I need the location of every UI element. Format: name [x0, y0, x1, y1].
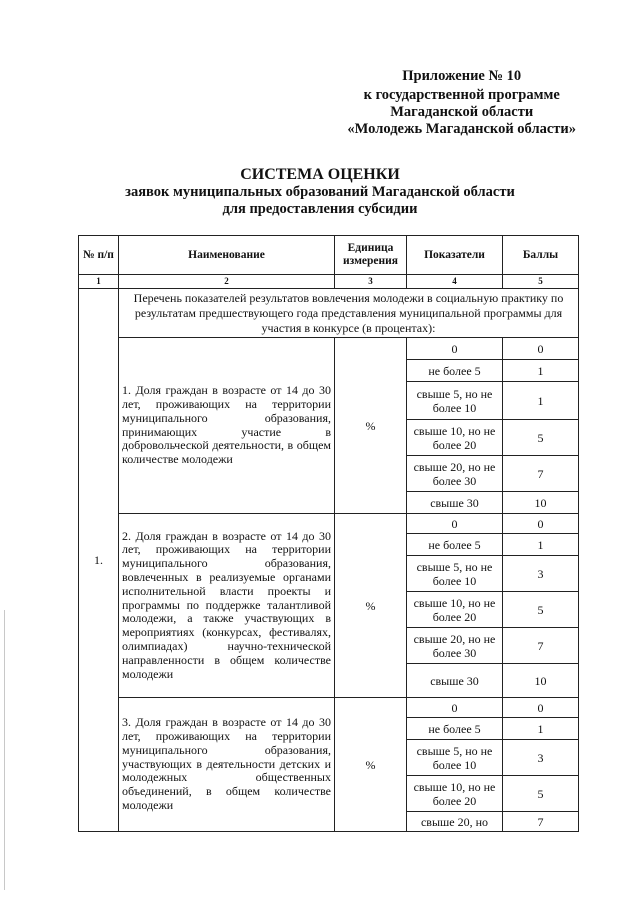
indicator-value: свыше 10, но не более 20: [407, 420, 503, 456]
points-value: 5: [503, 592, 579, 628]
indicator-value: 0: [407, 514, 503, 534]
points-value: 5: [503, 776, 579, 812]
points-value: 0: [503, 338, 579, 360]
points-value: 3: [503, 740, 579, 776]
indicator-value: не более 5: [407, 718, 503, 740]
column-number: 3: [335, 275, 407, 289]
appendix-header: [347, 68, 576, 138]
unit-value: %: [335, 514, 407, 698]
points-value: 3: [503, 556, 579, 592]
indicator-value: свыше 5, но не более 10: [407, 382, 503, 420]
document-title: [0, 165, 640, 218]
title-line-2: заявок муниципальных образований Магаданской области: [125, 184, 515, 200]
points-value: 1: [503, 534, 579, 556]
title-line-1: СИСТЕМА ОЦЕНКИ: [240, 166, 400, 183]
table-row: [79, 514, 579, 534]
column-number: 5: [503, 275, 579, 289]
indicator-value: не более 5: [407, 534, 503, 556]
indicator-value: свыше 10, но не более 20: [407, 592, 503, 628]
scan-edge-line: [4, 610, 5, 890]
criterion-name: 2. Доля граждан в возрасте от 14 до 30 лет, проживающих на территории муниципального образования, вовлеченных в реализуемые органами исполнительной власти проекты и программы по поддержке талантливой молодежи, а также участвующих в мероприятиях (конкурсах, фестивалях, олимпиадах) научно-технической направленности в общем количестве молодежи: [119, 514, 335, 698]
criterion-name: 1. Доля граждан в возрасте от 14 до 30 лет, проживающих на территории муниципального образования, принимающих участие в добровольческой деятельности, в общем количестве молодежи: [119, 338, 335, 514]
points-value: 1: [503, 718, 579, 740]
points-value: 10: [503, 664, 579, 698]
appendix-number: Приложение № 10: [402, 68, 522, 84]
points-value: 1: [503, 382, 579, 420]
table-row: [79, 698, 579, 718]
indicator-value: свыше 20, но не более 30: [407, 628, 503, 664]
indicator-value: свыше 5, но не более 10: [407, 556, 503, 592]
column-number: 2: [119, 275, 335, 289]
table-row: [79, 338, 579, 360]
col-header-points: Баллы: [503, 236, 579, 275]
indicator-value: свыше 10, но не более 20: [407, 776, 503, 812]
indicator-value: свыше 30: [407, 492, 503, 514]
criterion-name: 3. Доля граждан в возрасте от 14 до 30 лет, проживающих на территории муниципального образования, участвующих в деятельности детских и молодежных общественных объединений, в общем количестве молодежи: [119, 698, 335, 832]
points-value: 0: [503, 698, 579, 718]
appendix-line-4: «Молодежь Магаданской области»: [347, 121, 576, 137]
col-header-number: № п/п: [79, 236, 119, 275]
row-number: 1.: [79, 289, 119, 832]
column-number: 4: [407, 275, 503, 289]
points-value: 7: [503, 812, 579, 832]
indicator-value: 0: [407, 338, 503, 360]
indicator-value: свыше 20, но: [407, 812, 503, 832]
unit-value: %: [335, 338, 407, 514]
indicator-value: свыше 20, но не более 30: [407, 456, 503, 492]
indicator-value: 0: [407, 698, 503, 718]
indicator-value: не более 5: [407, 360, 503, 382]
points-value: 7: [503, 628, 579, 664]
table-header-row: [79, 236, 579, 275]
points-value: 1: [503, 360, 579, 382]
table-row: [79, 289, 579, 338]
col-header-name: Наименование: [119, 236, 335, 275]
indicator-value: свыше 30: [407, 664, 503, 698]
col-header-unit: Единица измерения: [335, 236, 407, 275]
evaluation-table: [78, 235, 579, 832]
title-line-3: для предоставления субсидии: [222, 201, 418, 217]
column-number-row: [79, 275, 579, 289]
column-number: 1: [79, 275, 119, 289]
points-value: 5: [503, 420, 579, 456]
appendix-line-3: Магаданской области: [390, 104, 534, 120]
col-header-indicators: Показатели: [407, 236, 503, 275]
appendix-line-2: к государственной программе: [363, 87, 560, 103]
unit-value: %: [335, 698, 407, 832]
points-value: 10: [503, 492, 579, 514]
intro-text: Перечень показателей результатов вовлечения молодежи в социальную практику по результатам предшествующего года представления муниципальной программы для участия в конкурсе (в процентах):: [119, 289, 579, 338]
indicator-value: свыше 5, но не более 10: [407, 740, 503, 776]
points-value: 0: [503, 514, 579, 534]
points-value: 7: [503, 456, 579, 492]
